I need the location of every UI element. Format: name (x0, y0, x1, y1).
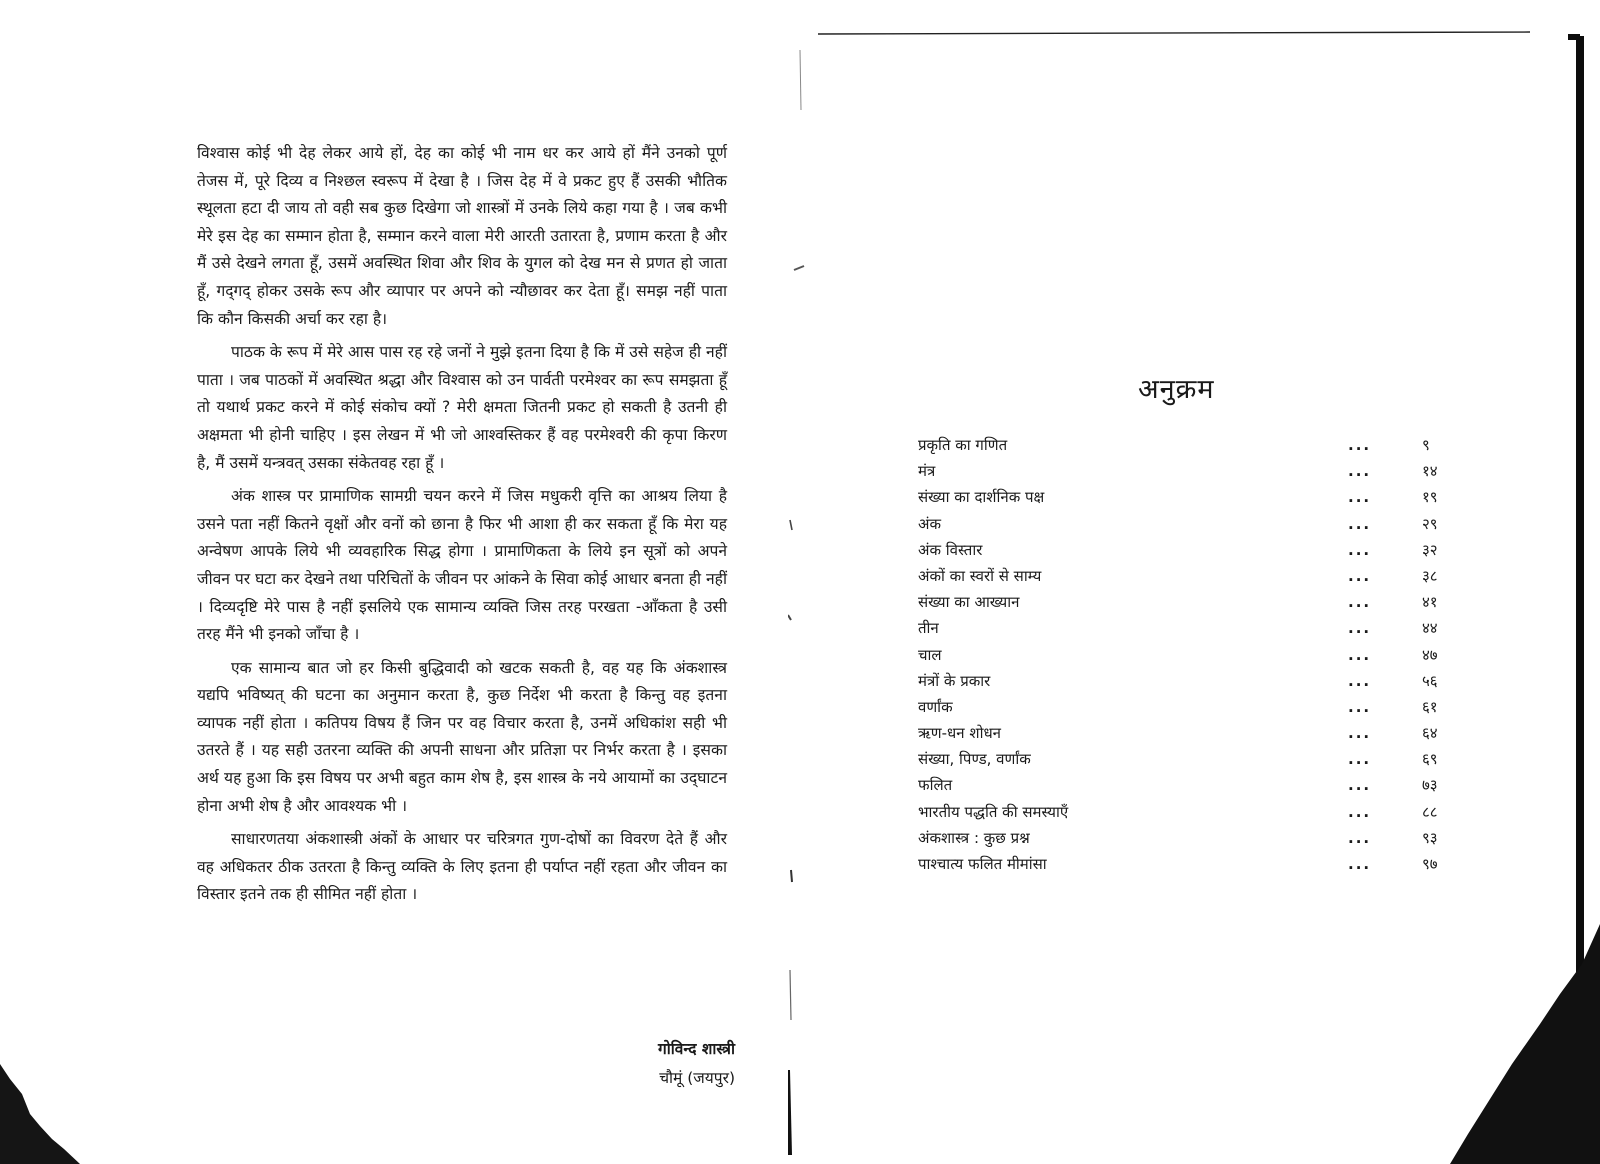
toc-entry-label: भारतीय पद्धति की समस्याएँ (918, 802, 1069, 821)
gutter-marks (788, 30, 828, 1160)
toc-entry-page: ९७ (1422, 855, 1438, 873)
table-of-contents (918, 432, 1458, 877)
toc-entry-label: तीन (918, 619, 939, 638)
toc-entry (918, 537, 1458, 563)
toc-entry (918, 589, 1458, 615)
toc-entry-label: संख्या का दार्शनिक पक्ष (918, 488, 1045, 507)
toc-entry-page: १४ (1422, 462, 1438, 481)
toc-entry (918, 615, 1458, 641)
preface-text (197, 140, 727, 915)
toc-entry-label: संख्या, पिण्ड, वर्णांक (918, 750, 1031, 769)
toc-entry (918, 799, 1458, 825)
toc-entry (918, 720, 1458, 746)
toc-entry (918, 484, 1458, 510)
toc-leader: ... (1348, 750, 1372, 769)
toc-entry-label: अंक विस्तार (918, 540, 983, 559)
toc-entry-page: ७३ (1422, 776, 1438, 795)
toc-entry (918, 511, 1458, 537)
scan-corner-shadow (1450, 924, 1600, 1164)
toc-leader: ... (1348, 697, 1372, 716)
toc-leader: ... (1348, 855, 1372, 873)
toc-entry (918, 432, 1458, 458)
toc-leader: ... (1348, 462, 1372, 481)
toc-leader: ... (1348, 514, 1372, 533)
preface-paragraph: साधारणतया अंकशास्त्री अंकों के आधार पर चरित्रगत गुण-दोषों का विवरण देते हैं और वह अधिकतर ठीक उतरता है किन्तु व्यक्ति के लिए इतना ही पर्याप्त नहीं रहता और जीवन का विस्तार इतने तक ही सीमित नहीं होता । (197, 830, 727, 904)
toc-entry-page: ८८ (1422, 802, 1438, 821)
preface-paragraph: विश्वास कोई भी देह लेकर आये हों, देह का कोई भी नाम धर कर आये हों मैंने उनको पूर्ण तेजस में, पूरे दिव्य व निश्छल स्वरूप में देखा है । जिस देह में वे प्रकट हुए हैं उसकी भौतिक स्थूलता हटा दी जाय तो वही सब कुछ दिखेगा जो शास्त्रों में उनके लिये कहा गया है । जब कभी मेरे इस देह का सम्मान होता है, सम्मान करने वाला मेरी आरती उतारता है, प्रणाम करता है और मैं उसे देखने लगता हूँ, उसमें अवस्थित शिवा और शिव के युगल को देख मन से प्रणत हो जाता हूँ, गद्‌गद्‌ होकर उसके रूप और व्यापार पर अपने को न्यौछावर कर देता हूँ। समझ नहीं पाता कि कौन किसकी अर्चा कर रहा है। (197, 144, 727, 328)
toc-leader: ... (1348, 828, 1372, 847)
toc-entry (918, 668, 1458, 694)
toc-leader: ... (1348, 802, 1372, 821)
toc-leader: ... (1348, 488, 1372, 507)
toc-leader: ... (1348, 540, 1372, 559)
toc-entry-label: मंत्र (918, 462, 936, 481)
toc-entry-page: १९ (1422, 488, 1438, 507)
toc-entry-label: संख्या का आख्यान (918, 593, 1020, 612)
toc-leader: ... (1348, 776, 1372, 795)
toc-entry-page: ४७ (1422, 645, 1438, 664)
toc-entry-label: पाश्चात्य फलित मीमांसा (918, 855, 1047, 873)
toc-entry (918, 772, 1458, 798)
toc-entry-page: ६९ (1422, 750, 1438, 769)
author-name: गोविन्द शास्त्री (658, 1040, 735, 1058)
toc-leader: ... (1348, 593, 1372, 612)
toc-entry-page: ६१ (1422, 697, 1438, 716)
toc-entry (918, 642, 1458, 668)
toc-entry (918, 458, 1458, 484)
toc-entry-label: अंकों का स्वरों से साम्य (918, 566, 1042, 585)
toc-entry (918, 694, 1458, 720)
preface-paragraph: पाठक के रूप में मेरे आस पास रह रहे जनों ने मुझे इतना दिया है कि में उसे सहेज ही नहीं पाता । जब पाठकों में अवस्थित श्रद्धा और विश्वास को उन पार्वती परमेश्वर का रूप समझता हूँ तो यथार्थ प्रकट करने में कोई संकोच क्यों ? मेरी क्षमता जितनी प्रकट हो सकती है उतनी ही अक्षमता भी होनी चाहिए । इस लेखन में भी जो आश्वस्तिकर हैं वह परमेश्वरी की कृपा किरण है, मैं उसमें यन्त्रवत् उसका संकेतवह रहा हूँ । (197, 343, 727, 472)
toc-entry-label: अंकशास्त्र : कुछ प्रश्न (918, 828, 1030, 847)
toc-entry-page: ४१ (1422, 593, 1438, 612)
toc-entry (918, 825, 1458, 851)
toc-entry-page: ५६ (1422, 671, 1438, 690)
toc-leader: ... (1348, 566, 1372, 585)
toc-entry-label: प्रकृति का गणित (918, 436, 1008, 454)
toc-entry-page: २९ (1422, 514, 1438, 533)
toc-entry-page: ३८ (1422, 566, 1438, 585)
toc-entry-page: ९३ (1422, 828, 1438, 847)
toc-entry-label: मंत्रों के प्रकार (918, 671, 991, 690)
toc-entry-page: ६४ (1422, 724, 1438, 743)
toc-entry-label: फलित (918, 776, 953, 795)
toc-entry-page: ९ (1422, 436, 1430, 454)
author-place: चौमूं (जयपुर) (659, 1069, 735, 1087)
toc-leader: ... (1348, 645, 1372, 664)
toc-title: अनुक्रम (1138, 374, 1215, 405)
page-top-edge (818, 28, 1530, 40)
toc-leader: ... (1348, 436, 1372, 454)
toc-entry-page: ४४ (1422, 619, 1438, 638)
toc-leader: ... (1348, 671, 1372, 690)
toc-entry-label: ऋण-धन शोधन (918, 724, 1002, 743)
author-signature (595, 1035, 735, 1093)
preface-paragraph: अंक शास्त्र पर प्रामाणिक सामग्री चयन करने में जिस मधुकरी वृत्ति का आश्रय लिया है उसने पता नहीं कितने वृक्षों और वनों को छाना है फिर भी आशा ही कर सकता हूँ कि मेरा यह अन्वेषण आपके लिये भी व्यवहारिक सिद्ध होगा । प्रामाणिकता के लिये इन सूत्रों को अपने जीवन पर घटा कर देखने तथा परिचितों के जीवन पर आंकने के सिवा कोई आधार बनता ही नहीं । दिव्यदृष्टि मेरे पास है नहीं इसलिये एक सामान्य व्यक्ति जिस तरह परखता -आँकता है उसी तरह मैंने भी इनको जाँचा है । (197, 487, 727, 644)
toc-entry (918, 746, 1458, 772)
toc-entry-page: ३२ (1422, 540, 1438, 559)
toc-entry (918, 563, 1458, 589)
toc-entry-label: चाल (918, 645, 942, 664)
toc-entry-label: अंक (918, 514, 941, 533)
preface-paragraph: एक सामान्य बात जो हर किसी बुद्धिवादी को खटक सकती है, वह यह कि अंकशास्त्र यद्यपि भविष्यत् की घटना का अनुमान करता है, कुछ निर्देश भी करता है किन्तु वह इतना व्यापक नहीं होता । कतिपय विषय हैं जिन पर वह विचार करता है, उनमें अधिकांश सही भी उतरते हैं । यह सही उतरना व्यक्ति की अपनी साधना और प्रतिज्ञा पर निर्भर करता है । इसका अर्थ यह हुआ कि इस विषय पर अभी बहुत काम शेष है, इस शास्त्र के नये आयामों का उद्‌घाटन होना अभी शेष है और आवश्यक भी । (197, 658, 727, 815)
toc-leader: ... (1348, 619, 1372, 638)
toc-entry (918, 851, 1458, 877)
toc-leader: ... (1348, 724, 1372, 743)
toc-entry-label: वर्णांक (918, 697, 953, 716)
scan-corner-shadow (0, 1024, 90, 1164)
